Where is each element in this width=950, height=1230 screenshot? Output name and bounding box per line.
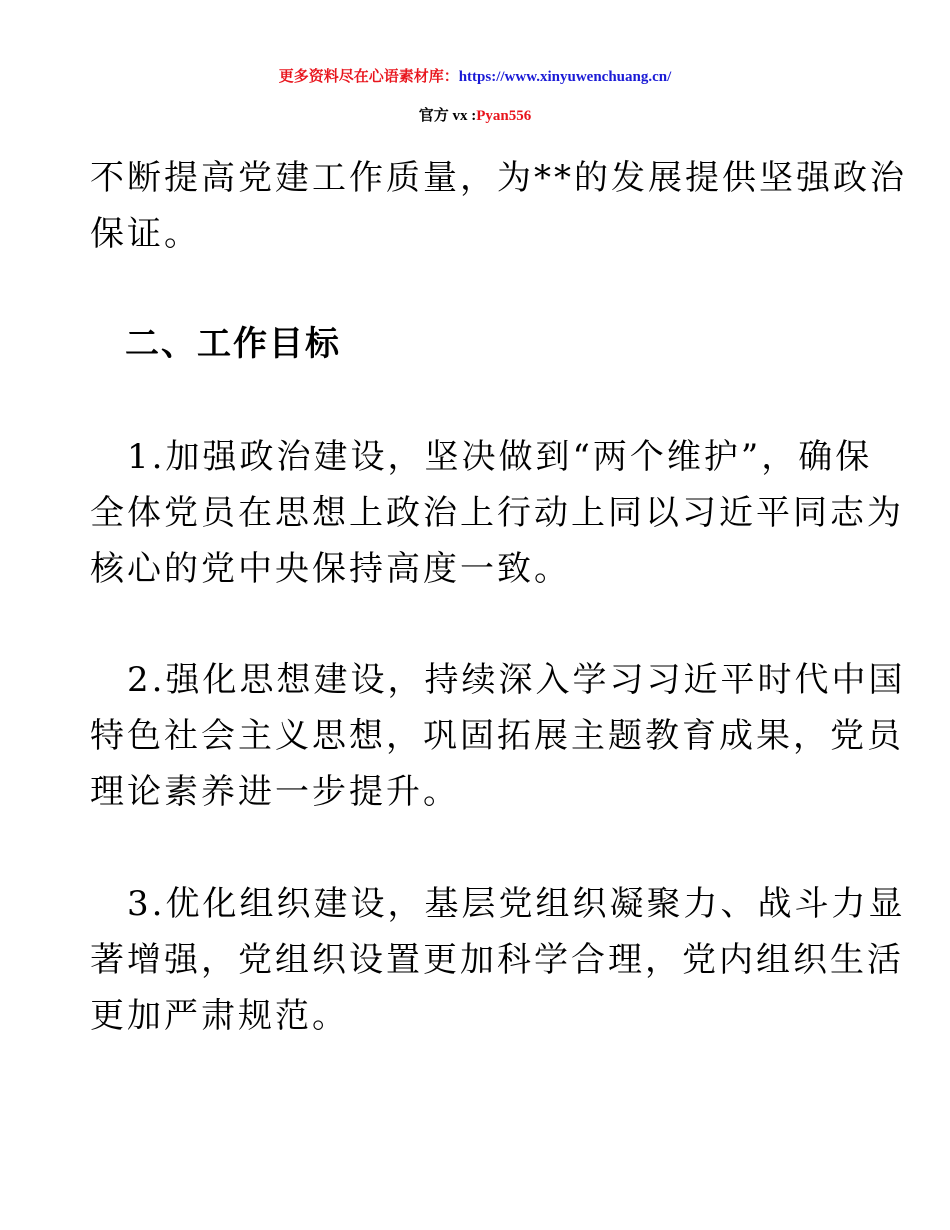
paragraph-line: 著增强，党组织设置更加科学合理，党内组织生活 (90, 940, 904, 980)
paragraph-line: 理论素养进一步提升。 (90, 772, 460, 812)
paragraph-line: 保证。 (90, 214, 201, 254)
paragraph-line: 更加严肃规范。 (90, 996, 349, 1036)
goal-item-2 (90, 652, 906, 820)
paragraph-line: 全体党员在思想上政治上行动上同以习近平同志为 (90, 493, 904, 533)
paragraph-line: 2.强化思想建设，持续深入学习习近平时代中国 (127, 660, 906, 700)
paragraph-line: 特色社会主义思想，巩固拓展主题教育成果，党员 (90, 716, 904, 756)
header-contact-handle: Pyan556 (476, 108, 532, 124)
paragraph-line: 不断提高党建工作质量，为**的发展提供坚强政治 (90, 158, 907, 198)
header-resource-link[interactable]: https://www.xinyuwenchuang.cn/ (458, 69, 672, 85)
intro-paragraph (90, 150, 907, 262)
goal-item-3 (90, 876, 906, 1044)
goal-item-1 (90, 429, 904, 597)
paragraph-line: 3.优化组织建设，基层党组织凝聚力、战斗力显 (127, 884, 906, 924)
paragraph-line: 1.加强政治建设，坚决做到“两个维护”，确保 (127, 437, 873, 477)
section-heading: 二、工作目标 (125, 324, 341, 364)
header-contact-label: 官方 vx : (418, 108, 477, 124)
header-contact-line (0, 105, 950, 127)
header-resource-line (0, 66, 950, 88)
paragraph-line: 核心的党中央保持高度一致。 (90, 549, 571, 589)
header-resource-label: 更多资料尽在心语素材库： (278, 69, 459, 85)
